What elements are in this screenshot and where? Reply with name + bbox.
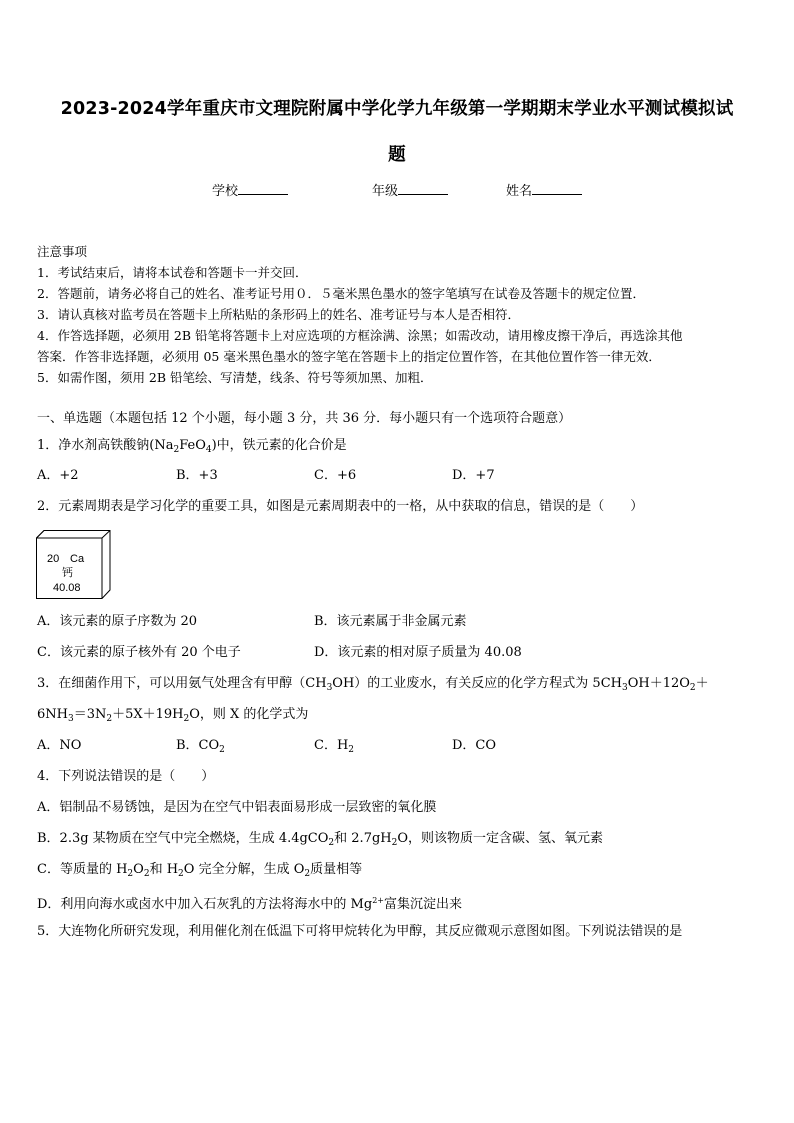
- element-name: 钙: [62, 567, 73, 579]
- name-blank: [532, 182, 582, 195]
- element-symbol: Ca: [70, 553, 85, 565]
- notice-heading: 注意事项: [37, 244, 88, 259]
- q3-text: 3．在细菌作用下，可以用氨气处理含有甲醇（CH: [37, 676, 327, 691]
- q4-subscript: 2: [328, 838, 335, 848]
- notice-item: 4．作答选择题，必须用 2B 铅笔将答题卡上对应选项的方框涂满、涂黑；如需改动，请用橡皮擦干净后，再选涂其他: [37, 328, 683, 343]
- q4-text: 和 H: [149, 862, 179, 877]
- q4-text: D．利用向海水或卤水中加入石灰乳的方法将海水中的 Mg: [37, 897, 373, 912]
- q3-text: ＋: [695, 676, 709, 691]
- q1-option-b[interactable]: B．+3: [176, 468, 218, 483]
- q3-subscript: 3: [621, 683, 628, 693]
- name-field: [506, 180, 582, 199]
- q1-text: )中，铁元素的化合价是: [211, 438, 347, 453]
- grade-field: [372, 180, 448, 199]
- q4-superscript: 2+: [372, 896, 384, 905]
- q4-text: 和 2.7gH: [334, 831, 392, 846]
- q4-option-d[interactable]: [37, 892, 462, 914]
- q3-option-c[interactable]: [314, 737, 354, 759]
- q2-option-c[interactable]: C．该元素的原子核外有 20 个电子: [37, 645, 241, 660]
- q3-subscript: 2: [219, 745, 225, 755]
- notice-item: 2．答题前，请务必将自己的姓名、准考证号用０．５毫米黑色墨水的签字笔填写在试卷及答题卡的规定位置．: [37, 286, 645, 301]
- question-3-stem-line1: [37, 675, 709, 697]
- q4-option-b[interactable]: [37, 830, 603, 852]
- q4-subscript: 2: [391, 838, 398, 848]
- q4-text: O: [133, 862, 144, 877]
- notice-item: 5．如需作图，须用 2B 铅笔绘、写清楚，线条、符号等须加黑、加粗．: [37, 370, 433, 385]
- q4-subscript: 2: [304, 869, 311, 879]
- q1-option-d[interactable]: D．+7: [452, 468, 495, 483]
- q1-option-a[interactable]: A．+2: [37, 468, 79, 483]
- atomic-number: 20: [47, 553, 60, 565]
- q3-subscript: 3: [67, 714, 74, 724]
- q1-text: 1．净水剂高铁酸钠(Na: [37, 438, 174, 453]
- notice-item: 1．考试结束后，请将本试卷和答题卡一并交回．: [37, 265, 308, 280]
- q4-option-a[interactable]: A．铝制品不易锈蚀，是因为在空气中铝表面易形成一层致密的氧化膜: [37, 800, 437, 815]
- q3-text: ＝3N: [73, 707, 107, 722]
- question-1-stem: [37, 437, 347, 459]
- q3-text: O，则 X 的化学式为: [189, 707, 309, 722]
- periodic-table-cell: [36, 530, 112, 600]
- school-field: [212, 180, 288, 199]
- question-3-stem-line2: [37, 706, 308, 728]
- q1-subscript: 4: [205, 445, 212, 455]
- question-4-stem: 4．下列说法错误的是（ ）: [37, 769, 215, 784]
- q3-text: ＋5X＋19H: [112, 707, 184, 722]
- q4-text: 质量相等: [310, 862, 363, 877]
- school-label: 学校: [212, 184, 239, 199]
- section-heading: 一、单选题（本题包括 12 个小题，每小题 3 分，共 36 分．每小题只有一个选项符合题意）: [37, 411, 572, 426]
- exam-title-line2: 题: [388, 145, 406, 165]
- exam-title: [30, 86, 764, 178]
- exam-title-line1: 2023-2024学年重庆市文理院附属中学化学九年级第一学期期末学业水平测试模拟试: [60, 99, 734, 119]
- q3-text: OH＋12O: [627, 676, 690, 691]
- student-info-row: [0, 180, 794, 200]
- q1-option-c[interactable]: C．+6: [314, 468, 357, 483]
- q1-subscript: 2: [173, 445, 180, 455]
- q4-subscript: 2: [178, 869, 184, 879]
- q3-option-a[interactable]: A．NO: [37, 738, 82, 753]
- q2-option-a[interactable]: A．该元素的原子序数为 20: [37, 614, 198, 629]
- q3-text: 6NH: [37, 707, 68, 722]
- q4-subscript: 2: [127, 869, 134, 879]
- q4-text: O，则该物质一定含碳、氢、氧元素: [397, 831, 604, 846]
- q3-text: OH）的工业废水，有关反应的化学方程式为 5CH: [332, 676, 622, 691]
- q3-subscript: 3: [326, 683, 333, 693]
- q4-text: 富集沉淀出来: [384, 897, 463, 912]
- q3-option-d[interactable]: D．CO: [452, 738, 497, 753]
- question-5-stem: 5．大连物化所研究发现，利用催化剂在低温下可将甲烷转化为甲醇，其反应微观示意图如图。下列说法错误的是: [37, 924, 683, 939]
- atomic-mass: 40.08: [53, 582, 81, 594]
- q4-text: B．2.3g 某物质在空气中完全燃烧，生成 4.4gCO: [37, 831, 329, 846]
- q4-subscript: 2: [143, 869, 150, 879]
- q3-option-c-text: C．H: [314, 738, 349, 753]
- q4-text: C．等质量的 H: [37, 862, 128, 877]
- q1-text: FeO: [179, 438, 206, 453]
- q3-option-b[interactable]: [176, 737, 225, 759]
- grade-label: 年级: [372, 184, 399, 199]
- school-blank: [238, 182, 288, 195]
- question-2-stem: 2．元素周期表是学习化学的重要工具，如图是元素周期表中的一格，从中获取的信息，错误的是（ ）: [37, 499, 644, 514]
- notice-item: 答案．作答非选择题，必须用 05 毫米黑色墨水的签字笔在答题卡上的指定位置作答，在其他位置作答一律无效．: [37, 349, 661, 364]
- notice-item: 3．请认真核对监考员在答题卡上所粘贴的条形码上的姓名、准考证号与本人是否相符．: [37, 307, 520, 322]
- grade-blank: [398, 182, 448, 195]
- q3-subscript: 2: [106, 714, 113, 724]
- name-label: 姓名: [506, 184, 533, 199]
- q4-option-c[interactable]: [37, 861, 362, 883]
- q3-subscript: 2: [183, 714, 190, 724]
- q2-option-d[interactable]: D．该元素的相对原子质量为 40.08: [314, 645, 522, 660]
- q3-subscript: 2: [689, 683, 696, 693]
- q4-text: O 完全分解，生成 O: [183, 862, 305, 877]
- q2-option-b[interactable]: B．该元素属于非金属元素: [314, 614, 467, 629]
- q3-subscript: 2: [348, 745, 355, 755]
- q3-option-b-text: B．CO: [176, 738, 220, 753]
